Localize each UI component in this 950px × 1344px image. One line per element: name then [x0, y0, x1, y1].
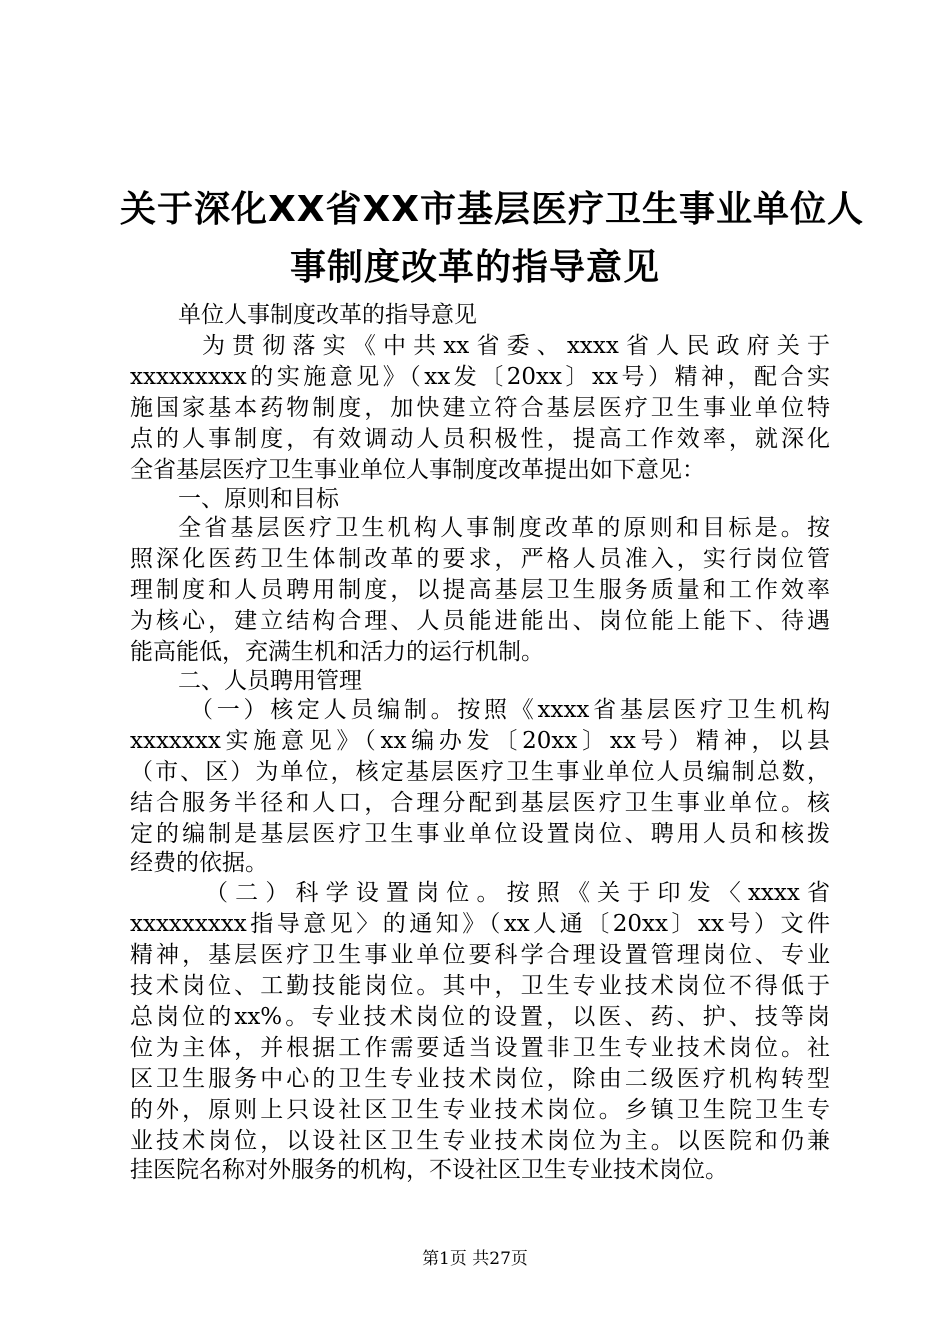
body-line: xxxxxxxxx的实施意见》（xx发〔20xx〕xx号）精神，配合实 — [130, 364, 830, 390]
body-line: 为核心，建立结构合理、人员能进能出、岗位能上能下、待遇 — [130, 608, 830, 634]
body-line: 全省基层医疗卫生机构人事制度改革的原则和目标是。按 — [178, 515, 830, 541]
body-line: 区卫生服务中心的卫生专业技术岗位，除由二级医疗机构转型 — [130, 1066, 830, 1092]
body-line: 技术岗位、工勤技能岗位。其中，卫生专业技术岗位不得低于 — [130, 973, 830, 999]
body-line: 位为主体，并根据工作需要适当设置非卫生专业技术岗位。社 — [130, 1035, 830, 1061]
body-line: 点的人事制度，有效调动人员积极性，提高工作效率，就深化 — [130, 426, 830, 452]
body-line: 总岗位的xx%。专业技术岗位的设置，以医、药、护、技等岗 — [130, 1004, 830, 1030]
body-line: （一）核定人员编制。按照《xxxx省基层医疗卫生机构 — [190, 697, 830, 723]
subtitle-line: 单位人事制度改革的指导意见 — [178, 302, 477, 328]
body-line: 结合服务半径和人口，合理分配到基层医疗卫生事业单位。核 — [130, 790, 830, 816]
body-line: 定的编制是基层医疗卫生事业单位设置岗位、聘用人员和核拨 — [130, 821, 830, 847]
body-line: 的外，原则上只设社区卫生专业技术岗位。乡镇卫生院卫生专 — [130, 1097, 830, 1123]
body-line: （二）科学设置岗位。按照《关于印发〈xxxx省 — [205, 880, 830, 906]
body-line: 为贯彻落实《中共xx省委、xxxx省人民政府关于 — [202, 333, 830, 359]
body-line: xxxxxxxxx指导意见〉的通知》（xx人通〔20xx〕xx号）文件 — [130, 911, 830, 937]
body-line: 能高能低，充满生机和活力的运行机制。 — [130, 639, 544, 665]
body-line: 业技术岗位，以设社区卫生专业技术岗位为主。以医院和仍兼 — [130, 1128, 830, 1154]
body-line: xxxxxxx实施意见》（xx编办发〔20xx〕xx号）精神，以县 — [130, 728, 830, 754]
body-line: 照深化医药卫生体制改革的要求，严格人员准入，实行岗位管 — [130, 546, 830, 572]
section-heading: 二、人员聘用管理 — [178, 668, 362, 694]
body-line: 挂医院名称对外服务的机构，不设社区卫生专业技术岗位。 — [130, 1157, 728, 1183]
body-line: 精神，基层医疗卫生事业单位要科学合理设置管理岗位、专业 — [130, 942, 830, 968]
document-title-line-1: 关于深化XX省XX市基层医疗卫生事业单位人 — [120, 189, 865, 230]
body-line: 施国家基本药物制度，加快建立符合基层医疗卫生事业单位特 — [130, 395, 830, 421]
body-line: 理制度和人员聘用制度，以提高基层卫生服务质量和工作效率 — [130, 577, 830, 603]
document-title-line-2: 事制度改革的指导意见 — [289, 247, 660, 288]
body-line: 经费的依据。 — [130, 850, 268, 876]
body-line: 全省基层医疗卫生事业单位人事制度改革提出如下意见： — [130, 457, 705, 483]
body-line: （市、区）为单位，核定基层医疗卫生事业单位人员编制总数， — [130, 759, 830, 785]
section-heading: 一、原则和目标 — [178, 486, 339, 512]
page-number-footer: 第1页 共27页 — [422, 1249, 528, 1269]
